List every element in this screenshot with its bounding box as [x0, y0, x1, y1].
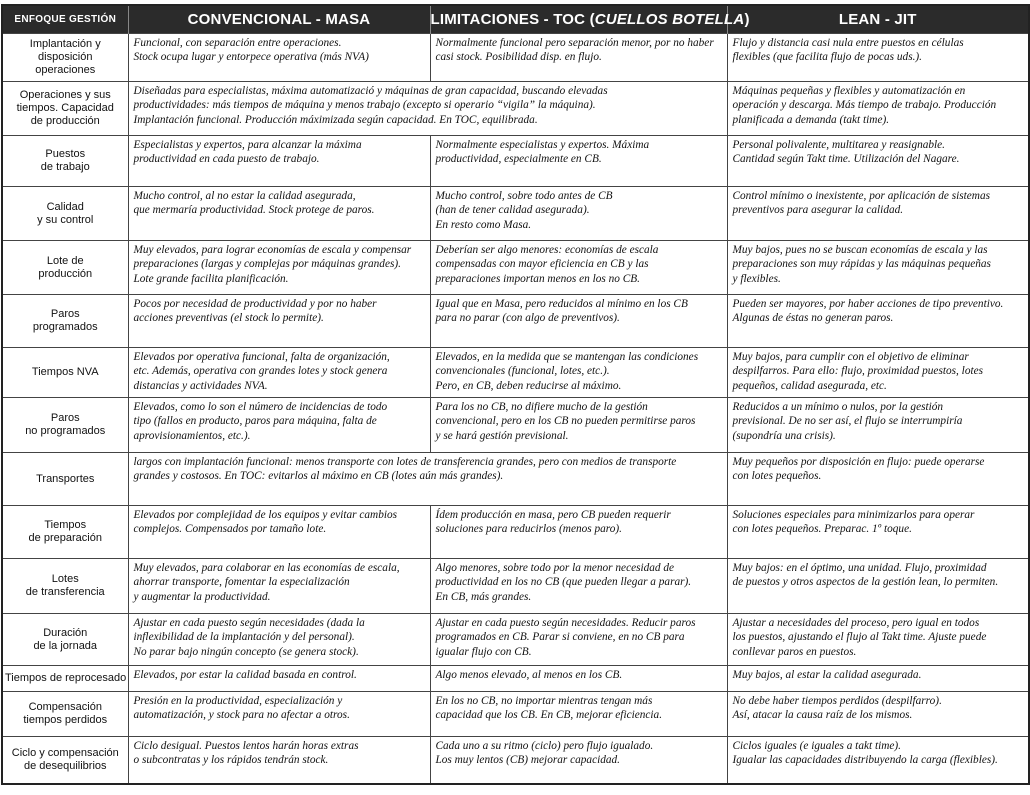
masa-cell-line: Ajustar en cada puesto según necesidades (dada la [133, 617, 365, 629]
lean-cell-line: previsional. De no ser así, el flujo se interrumpiría [732, 415, 963, 428]
masa-cell-line: etc. Además, operativa con grandes lotes y stock genera [133, 365, 388, 378]
masa-cell-line: tipo (fallos en producto, paros para máquina, falta de [133, 415, 377, 428]
lean-cell [727, 666, 1029, 692]
row-label [2, 666, 128, 692]
row-label-line: de la jornada [33, 639, 98, 652]
toc-cell-line: Normalmente especialistas y expertos. Máxima [435, 139, 650, 151]
lean-cell-line: (supondría una crisis). [732, 429, 836, 442]
toc-cell [430, 241, 727, 295]
lean-cell-line: Soluciones especiales para minimizarlos para operar [732, 509, 975, 521]
lean-cell-line: conllevar paros en puestos. [732, 645, 857, 658]
masa-cell-line: No parar bajo ningún concepto (se genera stock). [133, 645, 359, 658]
lean-cell [727, 136, 1029, 187]
merged-masa-toc-cell [128, 82, 727, 136]
header-toc-prefix: LIMITACIONES - TOC ( [430, 11, 595, 28]
row-label-line: Tiempos [44, 519, 87, 531]
table-row [2, 453, 1029, 506]
toc-cell-line: En CB, más grandes. [435, 590, 532, 603]
row-label-line: Paros [50, 412, 80, 424]
row-label [2, 506, 128, 559]
toc-cell [430, 692, 727, 737]
masa-cell [128, 34, 430, 82]
comparison-table [1, 4, 1030, 785]
lean-cell-line: los puestos, ajustando el flujo al Takt time. Ajuste puede [732, 631, 987, 644]
table-row [2, 614, 1029, 666]
table-row [2, 136, 1029, 187]
masa-cell-line: Elevados por complejidad de los equipos y evitar cambios [133, 509, 398, 521]
toc-cell [430, 295, 727, 348]
toc-cell-line: Algo menos elevado, al menos en los CB. [435, 669, 623, 681]
lean-cell [727, 737, 1029, 784]
masa-cell [128, 136, 430, 187]
row-label-line: tiempos. Capacidad [16, 102, 114, 114]
lean-cell [727, 241, 1029, 295]
lean-cell-line: planificada a demanda (takt time). [732, 113, 890, 126]
masa-cell [128, 295, 430, 348]
lean-cell [727, 348, 1029, 398]
table-body [2, 34, 1029, 784]
row-label-line: Lotes [51, 573, 79, 585]
row-label-line: Ciclo y compensación [11, 746, 119, 759]
masa-cell-line: productividad en cada puesto de trabajo. [133, 153, 320, 166]
header-toc-suffix: ) [744, 11, 750, 28]
toc-cell-line: convencionales (funcional, lotes, etc.). [435, 365, 610, 378]
masa-cell-line: aprovisionamientos, etc.). [133, 429, 251, 442]
row-label [2, 136, 128, 187]
header-lean: LEAN - JIT [727, 5, 1029, 34]
table-row [2, 398, 1029, 453]
toc-cell-line: Ajustar en cada puesto según necesidades. Reducir paros [435, 617, 696, 629]
header-row [2, 5, 1029, 34]
lean-cell-line: Muy pequeños por disposición en flujo: puede operarse [732, 456, 985, 468]
lean-cell-line: de puestos y otros aspectos de la gestión lean, lo permiten. [732, 576, 999, 589]
row-label-line: Lote de [46, 254, 84, 267]
lean-cell [727, 34, 1029, 82]
toc-cell-line: Deberían ser algo menores: economías de escala [435, 244, 659, 256]
merged-masa-toc-cell-line: Diseñadas para especialistas, máxima automatizació y máquinas de gran capacidad, buscando elevadas [133, 85, 608, 97]
row-label-line: tiempos perdidos [23, 714, 108, 726]
toc-cell-line: Pero, en CB, deben reducirse al máximo. [435, 379, 622, 392]
row-label [2, 82, 128, 136]
masa-cell-line: Presión en la productividad, especialización y [133, 695, 343, 707]
lean-cell [727, 559, 1029, 614]
lean-cell [727, 453, 1029, 506]
table-row [2, 506, 1029, 559]
toc-cell-line: capacidad que los CB. En CB, mejorar eficiencia. [435, 709, 663, 722]
table-row [2, 295, 1029, 348]
toc-cell-line: En resto como Masa. [435, 218, 532, 231]
toc-cell-line: igualar flujo con CB. [435, 645, 532, 658]
table-row [2, 187, 1029, 241]
lean-cell-line: No debe haber tiempos perdidos (despilfarro). [732, 695, 942, 707]
row-label [2, 737, 128, 784]
masa-cell [128, 398, 430, 453]
lean-cell [727, 398, 1029, 453]
table-row [2, 241, 1029, 295]
row-label [2, 187, 128, 241]
masa-cell-line: Muy elevados, para colaborar en las economías de escala, [133, 562, 400, 574]
table-row [2, 34, 1029, 82]
masa-cell [128, 692, 430, 737]
toc-cell-line: productividad, especialmente en CB. [435, 153, 602, 166]
masa-cell-line: Ciclo desigual. Puestos lentos harán horas extras [133, 740, 359, 752]
masa-cell-line: distancias y actividades NVA. [133, 379, 268, 392]
toc-cell [430, 187, 727, 241]
row-label-line: Transportes [36, 472, 95, 485]
masa-cell [128, 241, 430, 295]
merged-masa-toc-cell-line: grandes y costosos. En TOC: evitarlos al máximo en CB (lotes aún más grandes). [133, 470, 504, 483]
lean-cell [727, 506, 1029, 559]
row-label [2, 559, 128, 614]
table-row [2, 348, 1029, 398]
masa-cell [128, 348, 430, 398]
toc-cell-line: convencional, pero en los CB no pueden permitirse paros [435, 415, 696, 428]
masa-cell-line: Lote grande facilita planificación. [133, 272, 289, 285]
toc-cell [430, 506, 727, 559]
lean-cell-line: Flujo y distancia casi nula entre puestos en células [732, 37, 964, 49]
row-label-line: de transferencia [25, 586, 105, 598]
row-label [2, 398, 128, 453]
masa-cell-line: acciones preventivas (el stock lo permite). [133, 312, 324, 325]
lean-cell-line: Ciclos iguales (e iguales a takt time). [732, 740, 901, 752]
lean-cell [727, 187, 1029, 241]
masa-cell-line: preparaciones (largas y complejas por máquinas grandes). [133, 258, 401, 271]
row-label [2, 34, 128, 82]
row-label [2, 692, 128, 737]
masa-cell-line: automatización, y stock para no afectar a otros. [133, 709, 350, 722]
masa-cell-line: Pocos por necesidad de productividad y por no haber [133, 298, 377, 310]
toc-cell-line: Para los no CB, no difiere mucho de la gestión [435, 401, 648, 413]
table-row [2, 82, 1029, 136]
toc-cell [430, 666, 727, 692]
toc-cell [430, 348, 727, 398]
row-label [2, 453, 128, 506]
lean-cell-line: Muy bajos: en el óptimo, una unidad. Flujo, proximidad [732, 562, 987, 574]
lean-cell-line: despilfarros. Para ello: flujo, proximidad puestos, lotes [732, 365, 984, 378]
masa-cell [128, 559, 430, 614]
lean-cell-line: Igualar las capacidades distribuyendo la carga (flexibles). [732, 754, 998, 767]
masa-cell-line: Elevados por operativa funcional, falta de organización, [133, 351, 390, 363]
table-row [2, 737, 1029, 784]
toc-cell-line: soluciones para reducirlos (menos paro). [435, 523, 622, 536]
lean-cell-line: Así, atacar la causa raíz de los mismos. [732, 709, 913, 722]
masa-cell-line: Elevados, por estar la calidad basada en control. [133, 669, 357, 681]
toc-cell-line: Normalmente funcional pero separación menor, por no haber [435, 37, 714, 49]
lean-cell-line: Muy bajos, pues no se buscan economías de escala y las [732, 244, 988, 256]
table-row [2, 559, 1029, 614]
row-label-line: disposición [38, 51, 93, 63]
masa-cell-line: Especialistas y expertos, para alcanzar la máxima [133, 139, 362, 151]
lean-cell [727, 82, 1029, 136]
toc-cell-line: productividad en los no CB (que pueden llegar a parar). [435, 576, 692, 589]
lean-cell-line: Reducidos a un mínimo o nulos, por la gestión [732, 401, 944, 413]
toc-cell-line: En los no CB, no importar mientras tengan más [435, 695, 653, 707]
row-label-line: Compensación [28, 701, 102, 713]
masa-cell-line: Stock ocupa lugar y entorpece operativa (más NVA) [133, 51, 369, 64]
toc-cell-line: Cada uno a su ritmo (ciclo) pero flujo igualado. [435, 740, 654, 752]
lean-cell-line: Máquinas pequeñas y flexibles y automatización en [732, 85, 966, 97]
lean-cell-line: Control mínimo o inexistente, por aplicación de sistemas [732, 190, 991, 202]
row-label-line: operaciones [35, 64, 96, 76]
header-toc-italic: CUELLOS BOTELLA [594, 11, 745, 28]
merged-masa-toc-cell-line: productividades: más tiempos de máquina y menos trabajo (excepto si operario “vigila” la máquina). [133, 99, 596, 112]
table-row [2, 692, 1029, 737]
toc-cell [430, 34, 727, 82]
masa-cell-line: o subcontratas y los rápidos tendrán stock. [133, 754, 329, 767]
row-label-line: de trabajo [40, 161, 90, 173]
lean-cell-line: con lotes pequeños. [732, 470, 822, 483]
header-enfoque: ENFOQUE GESTIÓN [2, 5, 128, 34]
toc-cell [430, 614, 727, 666]
row-label [2, 295, 128, 348]
toc-cell [430, 737, 727, 784]
lean-cell-line: pequeños, calidad asegurada, etc. [732, 379, 887, 392]
masa-cell [128, 614, 430, 666]
toc-cell [430, 559, 727, 614]
merged-masa-toc-cell-line: Implantación funcional. Producción máximizada según capacidad. En TOC, equilibrada. [133, 113, 538, 126]
masa-cell-line: Muy elevados, para lograr economías de escala y compensar [133, 244, 412, 256]
toc-cell-line: compensadas con mayor eficiencia en CB y las [435, 258, 649, 271]
toc-cell-line: (han de tener calidad asegurada). [435, 204, 590, 217]
toc-cell-line: Algo menores, sobre todo por la menor necesidad de [435, 562, 675, 574]
masa-cell-line: Funcional, con separación entre operaciones. [133, 37, 342, 49]
row-label-line: y su control [37, 213, 94, 226]
table-row [2, 666, 1029, 692]
row-label-line: no programados [25, 425, 106, 437]
masa-cell [128, 666, 430, 692]
row-label-line: producción [38, 267, 93, 280]
lean-cell-line: Ajustar a necesidades del proceso, pero igual en todos [732, 617, 980, 629]
merged-masa-toc-cell [128, 453, 727, 506]
masa-cell-line: que mermaría productividad. Stock protege de paros. [133, 204, 375, 217]
toc-cell [430, 136, 727, 187]
row-label-line: de producción [30, 115, 100, 127]
lean-cell-line: operación y descarga. Más tiempo de trabajo. Producción [732, 99, 997, 112]
lean-cell-line: Pueden ser mayores, por haber acciones de tipo preventivo. [732, 298, 1004, 310]
row-label-line: Puestos [45, 148, 86, 160]
lean-cell-line: Personal polivalente, multitarea y reasignable. [732, 139, 946, 151]
lean-cell [727, 692, 1029, 737]
masa-cell-line: Elevados, como lo son el número de incidencias de todo [133, 401, 388, 413]
row-label-line: Operaciones y sus [19, 89, 111, 101]
row-label-line: Calidad [46, 200, 84, 213]
row-label-line: Duración [43, 626, 88, 639]
header-toc [430, 5, 750, 34]
toc-cell-line: preparaciones importan menos en los no CB. [435, 272, 640, 285]
toc-cell-line: Mucho control, sobre todo antes de CB [435, 190, 613, 202]
toc-cell-line: casi stock. Posibilidad disp. en flujo. [435, 51, 602, 64]
masa-cell-line: complejos. Compensados por tamaño lote. [133, 523, 327, 536]
masa-cell-line: Mucho control, al no estar la calidad asegurada, [133, 190, 356, 202]
toc-cell [430, 398, 727, 453]
row-label-line: Paros [50, 308, 80, 320]
lean-cell-line: Muy bajos, al estar la calidad asegurada. [732, 669, 922, 681]
row-label [2, 348, 128, 398]
toc-cell-line: programados en CB. Parar si conviene, en no CB para [435, 631, 685, 644]
row-label-line: programados [32, 321, 98, 333]
lean-cell-line: Muy bajos, para cumplir con el objetivo de eliminar [732, 351, 969, 363]
toc-cell-line: y se hará gestión previsional. [435, 429, 569, 442]
masa-cell-line: y augmentar la productividad. [133, 590, 271, 603]
row-label [2, 614, 128, 666]
lean-cell [727, 295, 1029, 348]
row-label-line: Implantación y [29, 38, 101, 50]
toc-cell-line: Igual que en Masa, pero reducidos al mínimo en los CB [435, 298, 688, 310]
lean-cell-line: y flexibles. [732, 272, 781, 285]
toc-cell-line: Ídem producción en masa, pero CB pueden requerir [435, 509, 671, 521]
lean-cell-line: flexibles (que facilita flujo de pocas uds.). [732, 51, 922, 64]
lean-cell-line: preventivos para asegurar la calidad. [732, 204, 904, 217]
row-label [2, 241, 128, 295]
row-label-line: Tiempos NVA [31, 366, 99, 378]
toc-cell-line: Elevados, en la medida que se mantengan las condiciones [435, 351, 699, 363]
row-label-line: de desequilibrios [23, 759, 107, 772]
masa-cell-line: inflexibilidad de la implantación y del personal). [133, 631, 355, 644]
lean-cell-line: preparaciones son muy rápidas y las máquinas pequeñas [732, 258, 991, 271]
row-label-line: de preparación [28, 532, 102, 544]
masa-cell [128, 187, 430, 241]
toc-cell-line: Los muy lentos (CB) mejorar capacidad. [435, 754, 620, 767]
row-label-line: Tiempos de reprocesado [5, 672, 127, 684]
merged-masa-toc-cell-line: largos con implantación funcional: menos transporte con lotes de transferencia grandes, pero con medios de transporte [133, 456, 677, 468]
masa-cell [128, 737, 430, 784]
lean-cell [727, 614, 1029, 666]
masa-cell [128, 506, 430, 559]
header-masa: CONVENCIONAL - MASA [128, 5, 430, 34]
lean-cell-line: Algunas de éstas no generan paros. [732, 312, 894, 325]
toc-cell-line: para no parar (con algo de preventivos). [435, 312, 620, 325]
lean-cell-line: con lotes pequeños. Preparac. 1º toque. [732, 523, 912, 536]
lean-cell-line: Cantidad según Takt time. Utilización del Nagare. [732, 153, 960, 166]
masa-cell-line: ahorrar transporte, fomentar la especialización [133, 576, 350, 589]
